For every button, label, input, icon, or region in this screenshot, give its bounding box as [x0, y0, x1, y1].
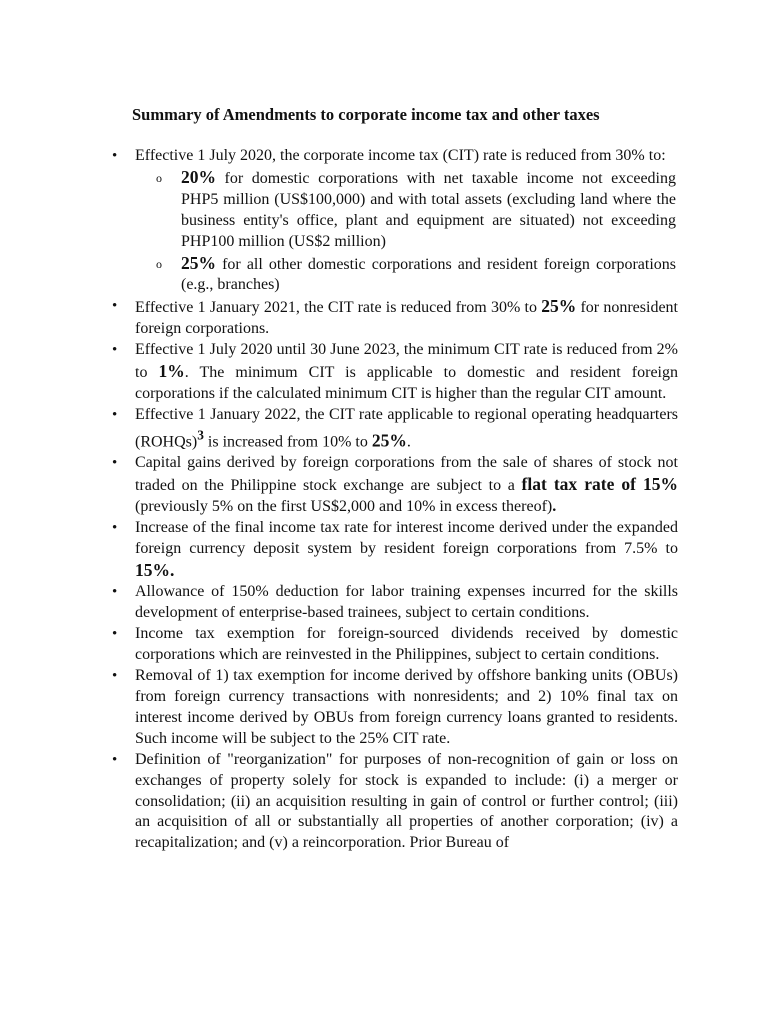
bullet-icon: • — [112, 406, 118, 423]
item-text-pre: Effective 1 January 2022, the CIT rate applicable to regional operating headquarters (ROHQs) — [135, 405, 678, 451]
bullet-icon: • — [112, 751, 118, 768]
item-text — [135, 405, 678, 453]
bullet-icon: • — [112, 519, 118, 536]
sub-bullet-icon: o — [156, 170, 162, 185]
item-text: Income tax exemption for foreign-sourced dividends received by domestic corporations which are reinvested in the Philippines, subject to certain conditions. — [135, 625, 678, 664]
sub-bullet-icon: o — [156, 256, 162, 271]
list-item — [0, 340, 678, 405]
list-item — [0, 750, 678, 855]
rate-value: flat tax rate of 15% — [521, 473, 678, 494]
item-text: Removal of 1) tax exemption for income derived by offshore banking units (OBUs) from foreign currency transactions with nonresidents; and 2) 10% final tax on interest income derived by OBUs from foreign currency loans granted to residents. Such income will be subject to the 25% CIT rate. — [135, 667, 678, 747]
item-text-post: (previously 5% on the first US$2,000 and 10% in excess thereof) — [135, 497, 553, 515]
item-text-end: . — [552, 497, 557, 515]
list-item — [0, 518, 678, 583]
bullet-icon: • — [112, 342, 118, 359]
bullet-icon: • — [112, 148, 118, 164]
item-text-mid: is increased from 10% to — [203, 433, 372, 451]
item-text — [135, 518, 678, 583]
list-item — [0, 453, 678, 518]
bullet-icon: • — [112, 455, 118, 472]
rate-value: 25% — [541, 296, 577, 317]
item-text-post: . — [406, 433, 411, 451]
sub-item-desc: for domestic corporations with net taxable income not exceeding PHP5 million (US$100,000) and with total assets (excluding land where the business entity's office, plant and equipment are situated) not exceeding PHP100 million (US$2 million) — [181, 169, 676, 250]
bullet-icon: • — [112, 584, 118, 601]
bullet-icon: • — [112, 668, 118, 685]
list-item — [0, 405, 678, 453]
list-item — [0, 666, 678, 750]
footnote-ref: 3 — [197, 427, 204, 443]
bullet-icon: • — [112, 298, 118, 315]
rate-value: 15%. — [135, 559, 175, 580]
sub-item-text — [181, 167, 676, 253]
amendments-list — [0, 146, 768, 854]
item-text — [135, 453, 678, 518]
item-text-pre: Capital gains derived by foreign corporations from the sale of shares of stock not traded on the Philippine stock exchange are subject to a — [135, 454, 678, 494]
item-text-pre: Increase of the final income tax rate for interest income derived under the expanded foreign currency deposit system by resident foreign corporations from 7.5% to — [135, 518, 678, 557]
item-text — [135, 296, 678, 340]
item-text: Definition of "reorganization" for purposes of non-recognition of gain or loss on exchanges of property solely for stock is expanded to include: (i) a merger or consolidation; (ii) an acquisition resulting in gain of control or further control; (iii) an acquisition of all or substantially all properties of another corporation; (iv) a recapitalization; and (v) a reincorporation. Prior Bureau of — [135, 750, 678, 852]
item-text: Allowance of 150% deduction for labor training expenses incurred for the skills development of enterprise-based trainees, subject to certain conditions. — [135, 583, 678, 622]
list-item — [0, 296, 678, 340]
list-item — [0, 624, 678, 666]
item-text-pre: Effective 1 January 2021, the CIT rate is reduced from 30% to — [135, 299, 542, 317]
rate-value: 20% — [181, 166, 216, 187]
page-title: Summary of Amendments to corporate income tax and other taxes — [132, 105, 600, 124]
list-item — [0, 582, 678, 624]
rate-value: 25% — [371, 430, 407, 451]
sub-list-item — [135, 253, 676, 297]
list-item — [0, 146, 678, 296]
sub-item-text — [181, 253, 676, 297]
item-text-pre: Effective 1 July 2020 until 30 June 2023, the minimum CIT rate is reduced from 2% to — [135, 341, 678, 382]
rate-value: 25% — [181, 252, 216, 273]
bullet-icon: • — [112, 626, 118, 643]
sub-list-item — [135, 167, 676, 253]
rate-value: 1% — [158, 361, 185, 382]
item-text: Effective 1 July 2020, the corporate income tax (CIT) rate is reduced from 30% to: — [135, 147, 666, 164]
item-text-post: for nonresident foreign corporations. — [135, 299, 678, 338]
sub-item-desc: for all other domestic corporations and resident foreign corporations (e.g., branches) — [181, 255, 676, 294]
sub-list — [135, 167, 678, 296]
item-text — [135, 340, 678, 405]
item-text-post: . The minimum CIT is applicable to domestic and resident foreign corporations if the calculated minimum CIT is higher than the regular CIT amount. — [135, 364, 678, 402]
